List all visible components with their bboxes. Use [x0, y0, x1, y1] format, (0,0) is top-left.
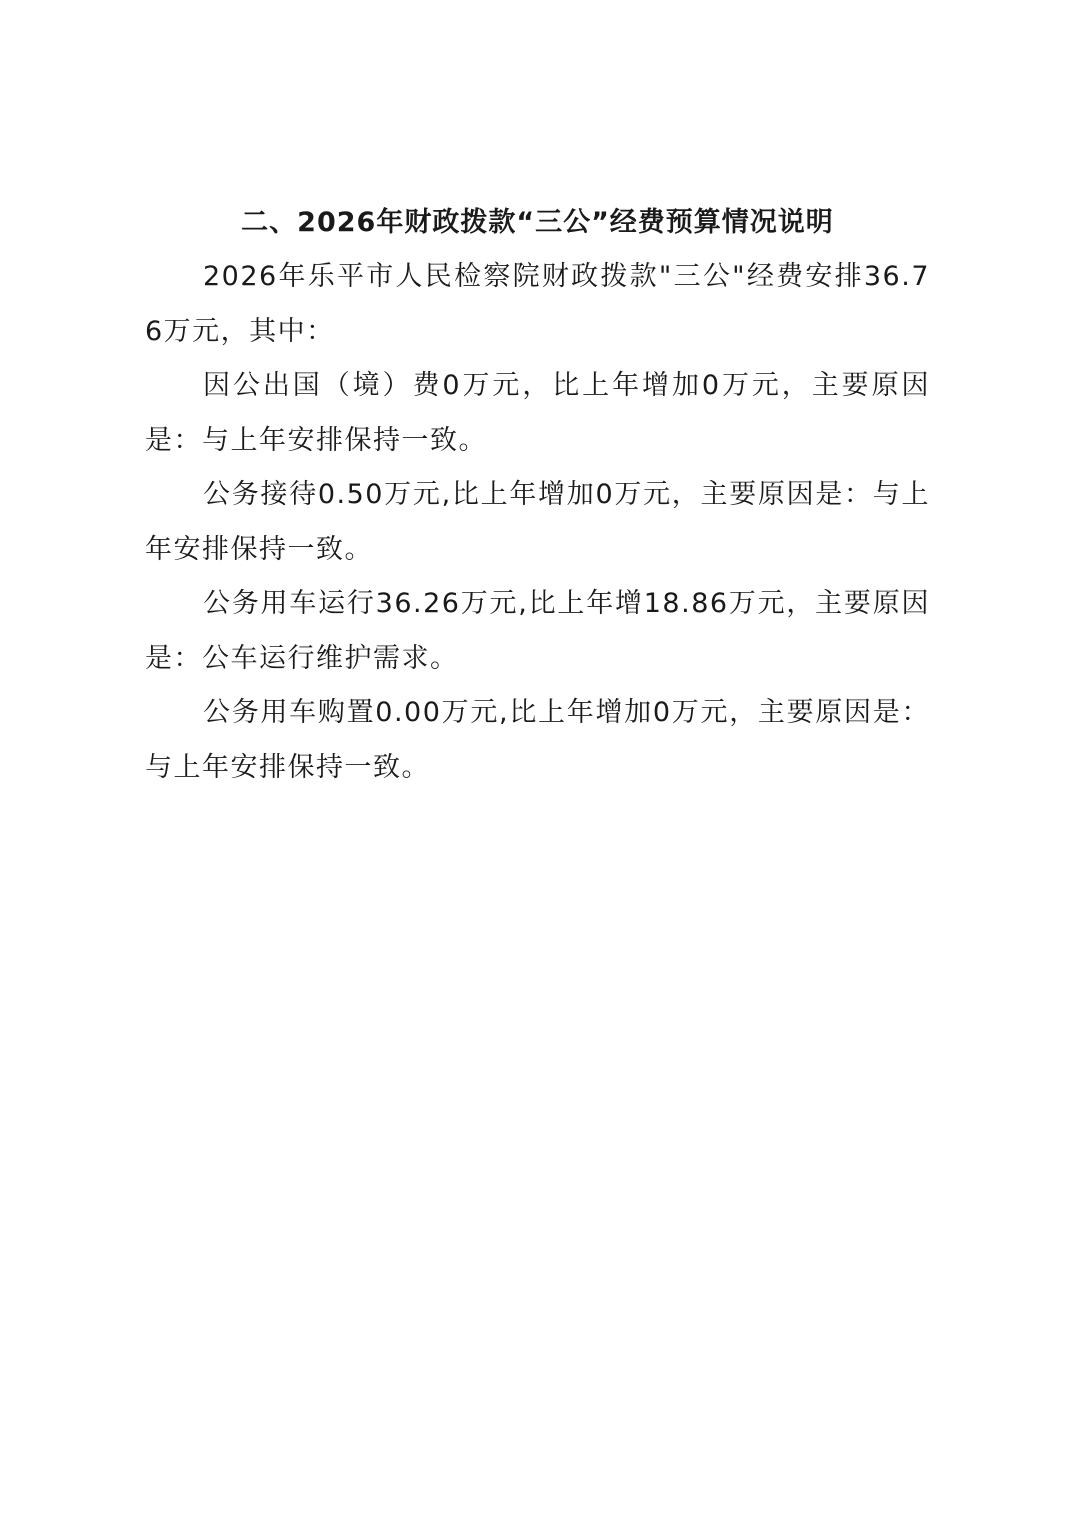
section-heading: 二、2026年财政拨款“三公”经费预算情况说明	[241, 207, 834, 238]
paragraph-vehicle-operation: 公务用车运行36.26万元,比上年增18.86万元，主要原因是：公车运行维护需求。	[145, 588, 930, 674]
document-body	[145, 250, 930, 795]
paragraph-total-budget: 2026年乐平市人民检察院财政拨款"三公"经费安排36.76万元，其中：	[145, 261, 930, 347]
paragraph-vehicle-purchase: 公务用车购置0.00万元,比上年增加0万元，主要原因是：与上年安排保持一致。	[145, 697, 930, 783]
paragraph-overseas-travel: 因公出国（境）费0万元，比上年增加0万元，主要原因是：与上年安排保持一致。	[145, 370, 930, 456]
paragraph-official-reception: 公务接待0.50万元,比上年增加0万元，主要原因是：与上年安排保持一致。	[145, 479, 930, 565]
